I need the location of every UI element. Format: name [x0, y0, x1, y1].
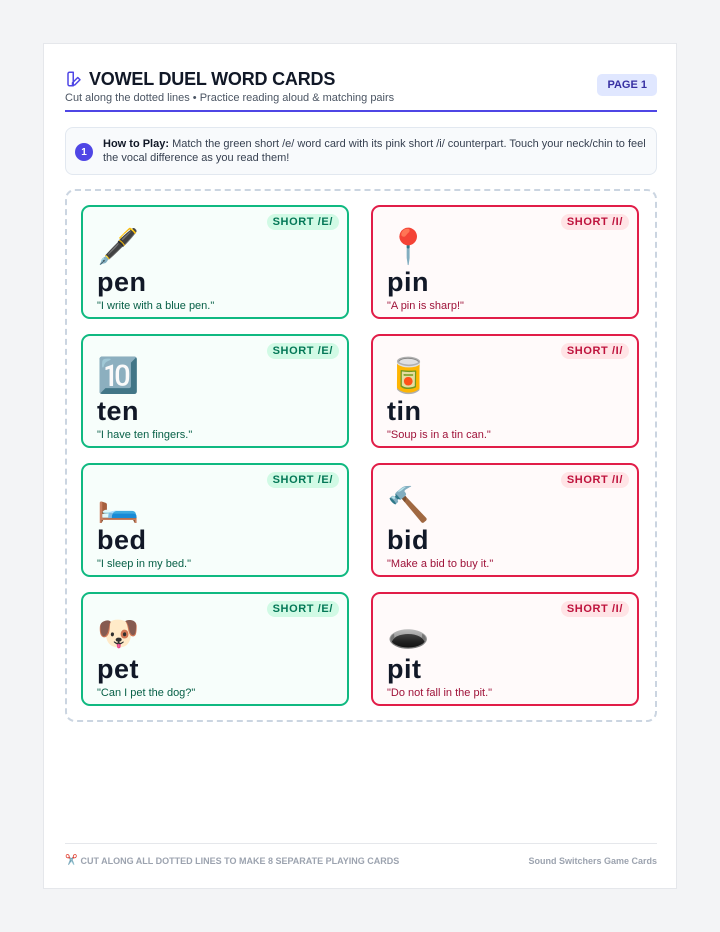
title-row — [65, 68, 657, 90]
card-sentence: "I sleep in my bed." — [97, 558, 192, 570]
number-ten-icon: 🔟 — [97, 357, 140, 395]
vowel-badge: SHORT /I/ — [561, 343, 629, 359]
dog-icon: 🐶 — [97, 615, 140, 653]
pin-icon: 📍 — [387, 228, 430, 266]
step-number: 1 — [75, 143, 93, 161]
card-sentence: "Soup is in a tin can." — [387, 429, 491, 441]
book-pencil-icon — [65, 70, 83, 88]
vowel-badge: SHORT /E/ — [267, 214, 339, 230]
hammer-icon: 🔨 — [387, 486, 430, 524]
vowel-badge: SHORT /E/ — [267, 472, 339, 488]
page-header — [65, 68, 657, 112]
vowel-badge: SHORT /I/ — [561, 601, 629, 617]
pen-icon: 🖋️ — [97, 228, 140, 266]
card-word: ten — [97, 396, 139, 426]
card-sentence: "Do not fall in the pit." — [387, 687, 493, 699]
card-sentence: "Make a bid to buy it." — [387, 558, 494, 570]
vowel-badge: SHORT /E/ — [267, 343, 339, 359]
word-card-ten[interactable] — [81, 334, 349, 448]
card-word: bed — [97, 525, 147, 555]
hole-icon: 🕳️ — [387, 615, 430, 653]
footer-brand: Sound Switchers Game Cards — [528, 855, 657, 866]
worksheet-page — [43, 43, 677, 889]
footer-instructions — [65, 855, 399, 866]
page-subtitle: Cut along the dotted lines • Practice reading aloud & matching pairs — [65, 92, 395, 104]
card-word: bid — [387, 525, 429, 555]
how-to-play-text — [103, 137, 646, 165]
how-to-play-box — [65, 127, 657, 175]
card-sentence: "Can I pet the dog?" — [97, 687, 196, 699]
card-word: tin — [387, 396, 422, 426]
word-card-pin[interactable] — [371, 205, 639, 319]
word-card-bid[interactable] — [371, 463, 639, 577]
word-card-pit[interactable] — [371, 592, 639, 706]
card-word: pit — [387, 654, 422, 684]
word-card-bed[interactable] — [81, 463, 349, 577]
bed-icon: 🛏️ — [97, 486, 140, 524]
vowel-badge: SHORT /I/ — [561, 214, 629, 230]
card-word: pin — [387, 267, 429, 297]
card-cut-area — [65, 189, 657, 722]
word-card-pet[interactable] — [81, 592, 349, 706]
word-card-pen[interactable] — [81, 205, 349, 319]
tin-can-icon: 🥫 — [387, 357, 430, 395]
card-word: pet — [97, 654, 139, 684]
footer-cut-text: CUT ALONG ALL DOTTED LINES TO MAKE 8 SEPARATE PLAYING CARDS — [80, 855, 400, 866]
how-to-play-label: How to Play: — [103, 138, 170, 150]
card-sentence: "I write with a blue pen." — [97, 300, 215, 312]
card-sentence: "A pin is sharp!" — [387, 300, 464, 312]
vowel-badge: SHORT /I/ — [561, 472, 629, 488]
page-footer — [65, 843, 657, 877]
card-word: pen — [97, 267, 147, 297]
how-to-play-instructions: Match the green short /e/ word card with its pink short /i/ counterpart. Touch your neck/chin to feel the vocal difference as you read them! — [103, 138, 646, 164]
vowel-badge: SHORT /E/ — [267, 601, 339, 617]
card-sentence: "I have ten fingers." — [97, 429, 193, 441]
word-card-tin[interactable] — [371, 334, 639, 448]
scissors-icon: ✂️ — [65, 855, 78, 866]
page-title: VOWEL DUEL WORD CARDS — [89, 68, 336, 89]
page-number-badge: PAGE 1 — [597, 74, 657, 96]
